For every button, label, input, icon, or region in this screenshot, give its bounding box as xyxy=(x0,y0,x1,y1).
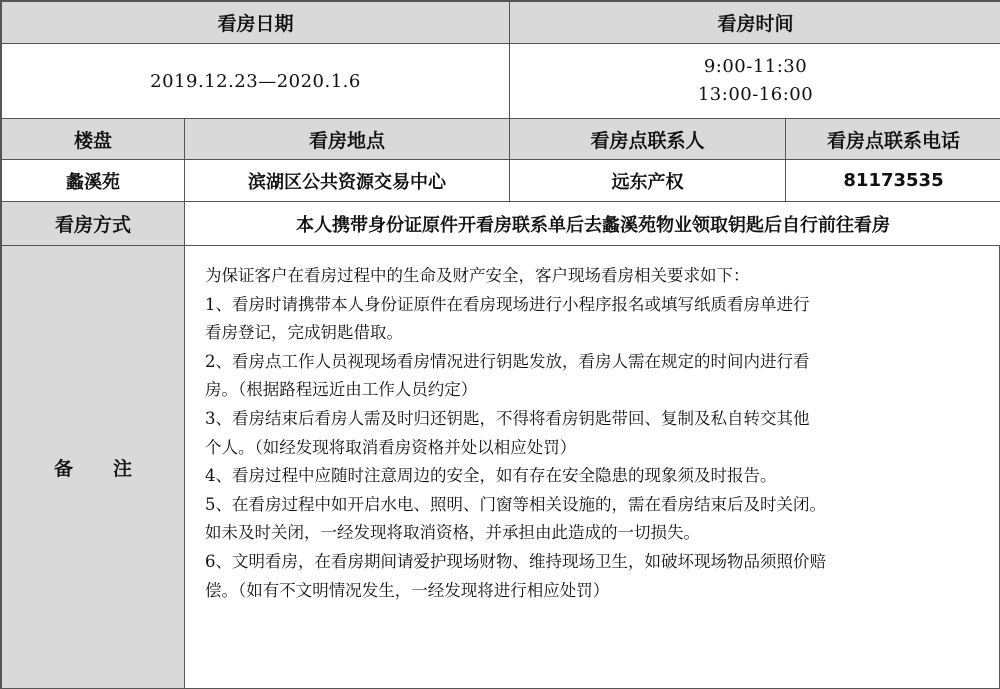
viewing-info-table xyxy=(1,1,1000,689)
afternoon-time-slot: 13:00-16:00 xyxy=(697,84,814,105)
estate-value: 蠡溪苑 xyxy=(2,160,185,202)
estate-header-row xyxy=(2,119,1000,160)
viewing-date-value: 2019.12.23—2020.1.6 xyxy=(2,44,510,119)
morning-time-slot: 9:00-11:30 xyxy=(703,56,808,77)
date-time-value-row xyxy=(2,44,1000,119)
note-line: 个人。（如经发现将取消看房资格并处以相应处罚） xyxy=(205,437,577,457)
note-line: 6、文明看房，在看房期间请爱护现场财物、维持现场卫生，如破坏现场物品须照价赔 xyxy=(205,551,826,571)
note-line: 5、在看房过程中如开启水电、照明、门窗等相关设施的，需在看房结束后及时关闭。 xyxy=(205,494,826,514)
note-line: 3、看房结束后看房人需及时归还钥匙，不得将看房钥匙带回、复制及私自转交其他 xyxy=(205,408,810,428)
viewing-date-header: 看房日期 xyxy=(2,2,510,44)
note-line: 看房登记，完成钥匙借取。 xyxy=(205,323,403,343)
viewing-method-value: 本人携带身份证原件开看房联系单后去蠡溪苑物业领取钥匙后自行前往看房 xyxy=(185,202,1000,246)
note-line: 为保证客户在看房过程中的生命及财产安全，客户现场看房相关要求如下： xyxy=(205,266,750,285)
date-time-header-row xyxy=(2,2,1000,44)
viewing-time-header: 看房时间 xyxy=(510,2,1000,44)
estate-header: 楼盘 xyxy=(2,119,185,160)
location-header: 看房地点 xyxy=(185,119,510,160)
location-value: 滨湖区公共资源交易中心 xyxy=(185,160,510,202)
viewing-time-value xyxy=(510,44,1000,119)
note-line: 4、看房过程中应随时注意周边的安全，如有存在安全隐患的现象须及时报告。 xyxy=(205,466,777,486)
phone-value: 81173535 xyxy=(786,160,1000,202)
phone-header: 看房点联系电话 xyxy=(786,119,1000,160)
notes-content xyxy=(185,246,1000,689)
note-line: 2、看房点工作人员视现场看房情况进行钥匙发放，看房人需在规定的时间内进行看 xyxy=(205,351,810,371)
notes-label: 备注 xyxy=(2,246,185,689)
note-line: 偿。（如有不文明情况发生，一经发现将进行相应处罚） xyxy=(205,580,610,600)
viewing-method-row xyxy=(2,202,1000,246)
viewing-method-header: 看房方式 xyxy=(2,202,185,246)
note-line: 1、看房时请携带本人身份证原件在看房现场进行小程序报名或填写纸质看房单进行 xyxy=(205,294,810,314)
note-line: 如未及时关闭，一经发现将取消资格，并承担由此造成的一切损失。 xyxy=(205,523,700,543)
contact-value: 远东产权 xyxy=(510,160,786,202)
estate-value-row xyxy=(2,160,1000,202)
notes-row xyxy=(2,246,1000,689)
contact-header: 看房点联系人 xyxy=(510,119,786,160)
note-line: 房。（根据路程远近由工作人员约定） xyxy=(205,380,478,400)
